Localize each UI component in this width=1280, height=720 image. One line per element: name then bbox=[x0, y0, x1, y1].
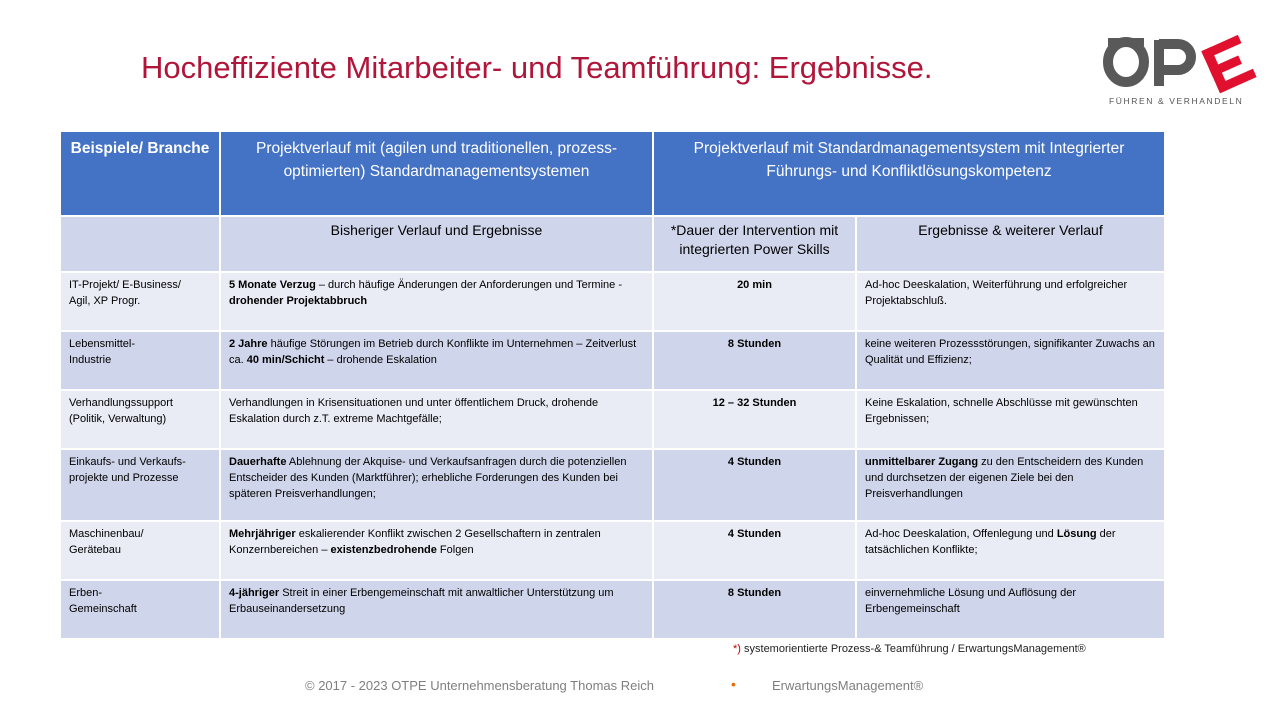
text-bold: 2 Jahre bbox=[229, 338, 268, 350]
footer-separator: • bbox=[731, 676, 736, 692]
otpe-logo bbox=[1102, 26, 1264, 110]
branch-line: Verhandlungssupport bbox=[69, 397, 173, 409]
footnote bbox=[733, 643, 1086, 655]
cell-result bbox=[856, 331, 1165, 390]
logo-tagline: FÜHREN & VERHANDELN bbox=[1109, 96, 1244, 106]
subheader-history: Bisheriger Verlauf und Ergebnisse bbox=[220, 216, 653, 272]
cell-duration: 8 Stunden bbox=[653, 331, 856, 390]
cell-history bbox=[220, 449, 653, 521]
table-row bbox=[60, 272, 1165, 331]
cell-history bbox=[220, 272, 653, 331]
text-run: Ablehnung der Akquise- und Verkaufsanfragen durch die potenziellen Entscheider des Kunden (Marktführer); erhebliche Forderungen des Kunden bei späteren Preisverhandlungen; bbox=[229, 456, 627, 500]
text-bold: Dauerhafte bbox=[229, 456, 287, 468]
text-run: Streit in einer Erbengemeinschaft mit anwaltlicher Unterstützung um Erbauseinandersetzung bbox=[229, 587, 614, 615]
text-run: keine weiteren Prozessstörungen, signifikanter Zuwachs an Qualität und Effizienz; bbox=[865, 338, 1155, 366]
cell-branch bbox=[60, 521, 220, 580]
cell-branch bbox=[60, 390, 220, 449]
text-bold: Lösung bbox=[1056, 528, 1097, 540]
cell-duration: 4 Stunden bbox=[653, 449, 856, 521]
text-run: Ad-hoc Deeskalation, Weiterführung und erfolgreicher Projektabschluß. bbox=[865, 279, 1128, 307]
cell-result bbox=[856, 272, 1165, 331]
footer-copyright: © 2017 - 2023 OTPE Unternehmensberatung Thomas Reich bbox=[305, 678, 654, 693]
cell-duration: 8 Stunden bbox=[653, 580, 856, 639]
cell-branch bbox=[60, 580, 220, 639]
text-run: zu den Entscheidern des Kunden und durchsetzen der eigenen Ziele bei den Preisverhandlungen bbox=[865, 456, 1144, 500]
cell-history bbox=[220, 331, 653, 390]
text-run: eskalierender Konflikt zwischen 2 Gesellschaftern in zentralen Konzernbereichen – bbox=[229, 528, 601, 556]
cell-branch bbox=[60, 272, 220, 331]
header-branch: Beispiele/ Branche bbox=[60, 131, 220, 216]
branch-line: Maschinenbau/ bbox=[69, 528, 144, 540]
cell-result bbox=[856, 580, 1165, 639]
cell-duration: 20 min bbox=[653, 272, 856, 331]
branch-line: Einkaufs- und Verkaufs- bbox=[69, 456, 186, 468]
table-header-row bbox=[60, 131, 1165, 216]
text-run: – durch häufige Änderungen der Anforderungen und Termine - bbox=[315, 279, 622, 291]
text-bold: 5 Monate Verzug bbox=[229, 279, 316, 291]
header-standard: Projektverlauf mit (agilen und traditionellen, prozess-optimierten) Standardmanagementsystemen bbox=[220, 131, 653, 216]
branch-line: IT-Projekt/ E-Business/ bbox=[69, 279, 181, 291]
text-run: – drohende Eskalation bbox=[324, 354, 437, 366]
page-title: Hocheffiziente Mitarbeiter- und Teamführung: Ergebnisse. bbox=[141, 50, 933, 85]
text-run: Verhandlungen in Krisensituationen und unter öffentlichem Druck, drohende Eskalation durch z.T. extreme Machtgefälle; bbox=[229, 397, 599, 425]
branch-line: (Politik, Verwaltung) bbox=[69, 413, 167, 425]
subheader-duration: *Dauer der Intervention mit integrierten Power Skills bbox=[653, 216, 856, 272]
footnote-text: systemorientierte Prozess-& Teamführung / ErwartungsManagement® bbox=[740, 643, 1086, 655]
cell-branch bbox=[60, 331, 220, 390]
branch-line: Gerätebau bbox=[69, 544, 121, 556]
cell-duration: 12 – 32 Stunden bbox=[653, 390, 856, 449]
otpe-logo-mark bbox=[1102, 26, 1262, 94]
cell-history bbox=[220, 580, 653, 639]
text-run: einvernehmliche Lösung und Auflösung der Erbengemeinschaft bbox=[865, 587, 1076, 615]
branch-line: Industrie bbox=[69, 354, 112, 366]
cell-history bbox=[220, 390, 653, 449]
subheader-empty bbox=[60, 216, 220, 272]
footer-brand: ErwartungsManagement® bbox=[772, 678, 924, 693]
text-bold: 40 min/Schicht bbox=[246, 354, 325, 366]
branch-line: projekte und Prozesse bbox=[69, 472, 179, 484]
footnote-mark: *) bbox=[733, 643, 741, 655]
branch-line: Gemeinschaft bbox=[69, 603, 137, 615]
text-run: Folgen bbox=[436, 544, 474, 556]
text-bold: drohender Projektabbruch bbox=[229, 295, 368, 307]
text-bold: 4-jähriger bbox=[229, 587, 280, 599]
header-integrated: Projektverlauf mit Standardmanagementsystem mit Integrierter Führungs- und Konfliktlösungskompetenz bbox=[653, 131, 1165, 216]
text-run: häufige Störungen im Betrieb durch Konflikte im Unternehmen – Zeitverlust ca. bbox=[229, 338, 637, 366]
text-bold: existenzbedrohende bbox=[330, 544, 437, 556]
table-row bbox=[60, 449, 1165, 521]
cell-result bbox=[856, 449, 1165, 521]
text-bold: Mehrjähriger bbox=[229, 528, 296, 540]
text-run: der tatsächlichen Konflikte; bbox=[865, 528, 1116, 556]
cell-branch bbox=[60, 449, 220, 521]
table-row bbox=[60, 331, 1165, 390]
table-row bbox=[60, 390, 1165, 449]
cell-history bbox=[220, 521, 653, 580]
text-bold: unmittelbarer Zugang bbox=[865, 456, 979, 468]
cell-result bbox=[856, 521, 1165, 580]
branch-line: Erben- bbox=[69, 587, 103, 599]
branch-line: Agil, XP Progr. bbox=[69, 295, 141, 307]
subheader-results: Ergebnisse & weiterer Verlauf bbox=[856, 216, 1165, 272]
text-run: Ad-hoc Deeskalation, Offenlegung und bbox=[865, 528, 1057, 540]
branch-line: Lebensmittel- bbox=[69, 338, 136, 350]
cell-result bbox=[856, 390, 1165, 449]
table-subheader-row bbox=[60, 216, 1165, 272]
table-body bbox=[60, 272, 1165, 639]
cell-duration: 4 Stunden bbox=[653, 521, 856, 580]
table-row bbox=[60, 521, 1165, 580]
results-table bbox=[59, 130, 1166, 640]
text-run: Keine Eskalation, schnelle Abschlüsse mit gewünschten Ergebnissen; bbox=[865, 397, 1138, 425]
table-row bbox=[60, 580, 1165, 639]
